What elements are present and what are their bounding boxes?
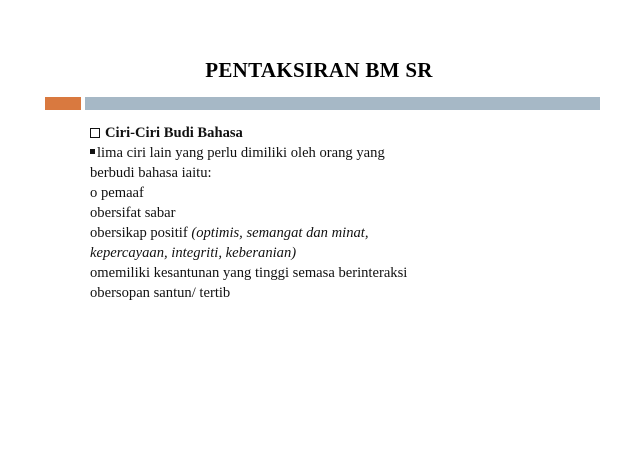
divider-accent-block — [45, 97, 81, 110]
intro-line-continued: berbudi bahasa iaitu: — [90, 165, 212, 181]
slide-content — [90, 123, 590, 303]
intro-text: lima ciri lain yang perlu dimiliki oleh orang yang — [97, 145, 385, 161]
square-bullet-icon — [90, 149, 95, 154]
list-item-positif-text: obersikap positif — [90, 225, 192, 241]
list-item-sabar: obersifat sabar — [90, 205, 176, 221]
slide-title: PENTAKSIRAN BM SR — [205, 58, 433, 82]
list-item-pemaaf: o pemaaf — [90, 185, 144, 201]
list-item-kesantunan: omemiliki kesantunan yang tinggi semasa berinteraksi — [90, 265, 408, 281]
divider-bar — [85, 97, 600, 110]
list-item-positif-detail: (optimis, semangat dan minat, — [191, 225, 369, 241]
list-item-sopan: obersopan santun/ tertib — [90, 285, 231, 301]
checkbox-bullet-icon — [90, 128, 100, 138]
intro-line — [90, 143, 590, 163]
section-heading-text: Ciri-Ciri Budi Bahasa — [105, 125, 243, 141]
section-heading — [90, 123, 590, 143]
list-item-positif-detail-continued: kepercayaan, integriti, keberanian) — [90, 245, 297, 261]
title-divider — [45, 97, 600, 110]
list-item-positif — [90, 223, 590, 243]
